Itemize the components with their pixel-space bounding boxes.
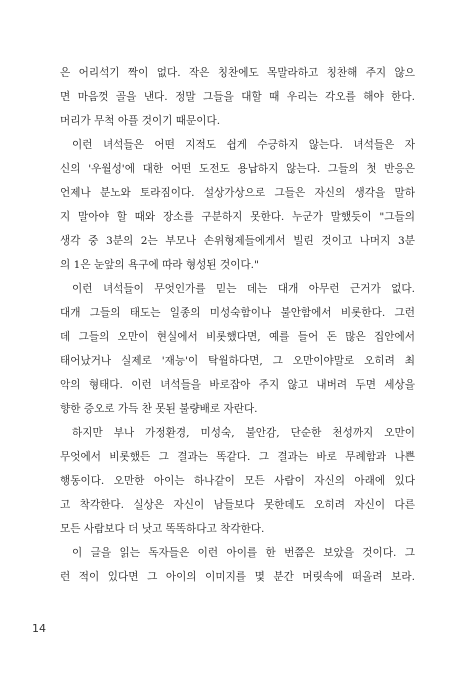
text-line: 언제나 분노와 토라짐이다. 설상가상으로 그들은 자신의 생각을 말하 <box>60 187 415 199</box>
text-line: 하지만 부나 가정환경, 미성숙, 불안감, 단순한 천성까지 오만이 <box>72 427 415 439</box>
text-line: 은 어리석기 짝이 없다. 작은 칭찬에도 목말라하고 칭찬해 주지 않으 <box>60 67 415 79</box>
text-line: 면 마음껏 골을 낸다. 정말 그들을 대할 때 우리는 각오를 해야 한다. <box>60 91 415 103</box>
paragraph <box>60 277 415 421</box>
text-line: 태어났거나 실제로 '재능'이 탁월하다면, 그 오만이야말로 오히려 최 <box>60 355 415 367</box>
text-line: 머리가 무척 아플 것이기 때문이다. <box>60 115 221 127</box>
text-line: 대개 그들의 태도는 일종의 미성숙함이나 불안함에서 비롯한다. 그런 <box>60 307 415 319</box>
text-line: 이런 녀석들은 어떤 지적도 쉽게 수긍하지 않는다. 녀석들은 자 <box>72 139 415 151</box>
text-line: 고 착각한다. 실상은 자신이 남들보다 못한데도 오히려 자신이 다른 <box>60 499 415 511</box>
paragraph <box>60 541 415 589</box>
body-text <box>60 61 415 589</box>
text-line: 행동이다. 오만한 아이는 하나같이 모든 사람이 자신의 아래에 있다 <box>60 475 415 487</box>
paragraph <box>60 61 415 133</box>
paragraph <box>60 421 415 541</box>
text-line: 데 그들의 오만이 현실에서 비롯했다면, 예를 들어 돈 많은 집안에서 <box>60 331 415 343</box>
text-line: 이런 녀석들이 무엇인가를 믿는 데는 대개 아무런 근거가 없다. <box>72 283 415 295</box>
paragraph <box>60 133 415 277</box>
text-line: 신의 '우월성'에 대한 어떤 도전도 용납하지 않는다. 그들의 첫 반응은 <box>60 163 415 175</box>
text-line: 모든 사람보다 더 낫고 똑똑하다고 착각한다. <box>60 523 265 535</box>
page-number: 14 <box>32 622 46 635</box>
text-line: 이 글을 읽는 독자들은 이런 아이를 한 번쯤은 보았을 것이다. 그 <box>72 547 415 559</box>
text-line: 지 말아야 할 때와 장소를 구분하지 못한다. 누군가 말했듯이 "그들의 <box>60 211 415 223</box>
text-line: 생각 중 3분의 2는 부모나 손위형제들에게서 빌린 것이고 나머지 3분 <box>60 235 415 247</box>
text-line: 향한 증오로 가득 찬 못된 불량배로 자란다. <box>60 403 258 415</box>
text-line: 의 1은 눈앞의 욕구에 따라 형성된 것이다." <box>60 259 259 271</box>
text-line: 무엇에서 비롯했든 그 결과는 똑같다. 그 결과는 바로 무례함과 나쁜 <box>60 451 415 463</box>
text-line: 악의 형태다. 이런 녀석들을 바로잡아 주지 않고 내버려 두면 세상을 <box>60 379 415 391</box>
text-line: 런 적이 있다면 그 아이의 이미지를 몇 분간 머릿속에 떠올려 보라. <box>60 571 415 583</box>
